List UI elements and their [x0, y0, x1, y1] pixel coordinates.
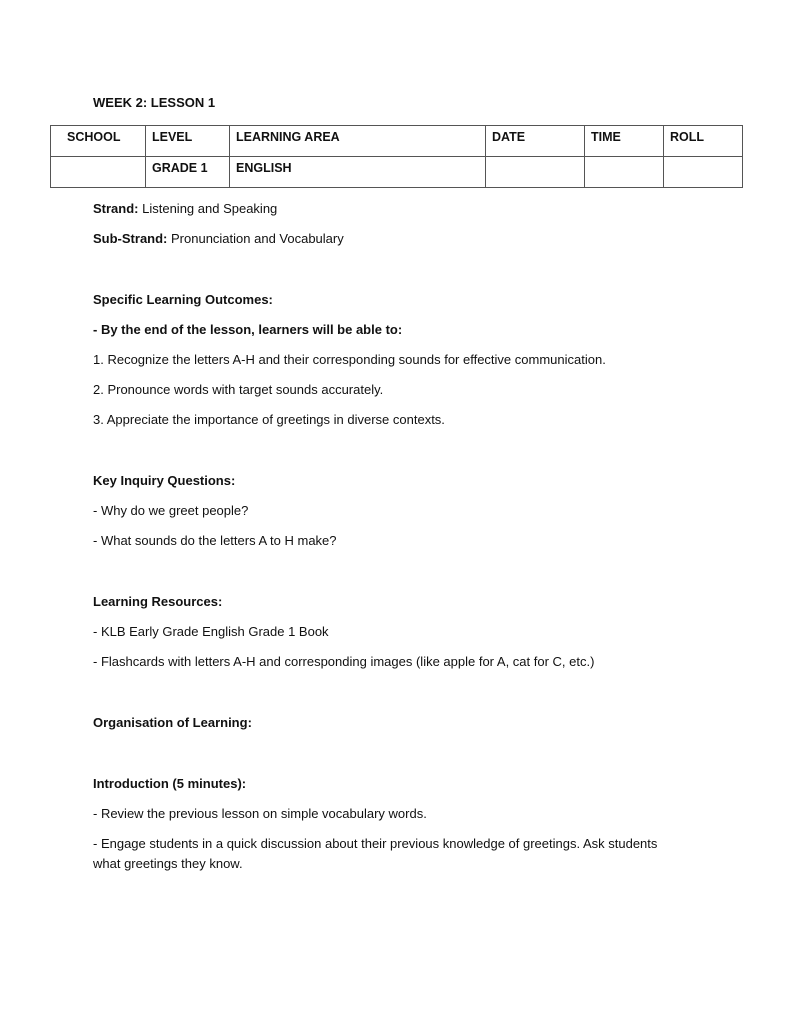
resources-heading: Learning Resources:	[93, 594, 223, 609]
inquiry-item: - Why do we greet people?	[93, 503, 249, 518]
introduction-item: - Review the previous lesson on simple vocabulary words.	[93, 806, 427, 821]
header-learning-area: LEARNING AREA	[230, 126, 486, 157]
outcomes-heading: Specific Learning Outcomes:	[93, 292, 273, 307]
table-row	[51, 157, 743, 188]
lesson-info-table	[50, 125, 743, 188]
cell-learning-area: ENGLISH	[230, 157, 486, 188]
lesson-content	[93, 199, 693, 874]
cell-level: GRADE 1	[146, 157, 230, 188]
cell-school	[51, 157, 146, 188]
inquiry-heading: Key Inquiry Questions:	[93, 473, 236, 488]
resource-item: - Flashcards with letters A-H and corresponding images (like apple for A, cat for C, etc.)	[93, 654, 595, 669]
header-roll: ROLL	[664, 126, 743, 157]
sub-strand-label: Sub-Strand:	[93, 231, 168, 246]
table-header-row	[51, 126, 743, 157]
header-date: DATE	[486, 126, 585, 157]
header-level: LEVEL	[146, 126, 230, 157]
header-school: SCHOOL	[51, 126, 146, 157]
sub-strand-value: Pronunciation and Vocabulary	[167, 231, 344, 246]
lesson-title: WEEK 2: LESSON 1	[93, 95, 216, 110]
introduction-item: - Engage students in a quick discussion about their previous knowledge of greetings. Ask students what greetings they know.	[93, 836, 658, 871]
organisation-heading: Organisation of Learning:	[93, 715, 252, 730]
cell-date	[486, 157, 585, 188]
strand-label: Strand:	[93, 201, 139, 216]
outcome-item: 2. Pronounce words with target sounds accurately.	[93, 382, 384, 397]
cell-roll	[664, 157, 743, 188]
resource-item: - KLB Early Grade English Grade 1 Book	[93, 624, 329, 639]
inquiry-item: - What sounds do the letters A to H make?	[93, 533, 337, 548]
sub-strand-line	[93, 229, 693, 249]
introduction-heading: Introduction (5 minutes):	[93, 776, 247, 791]
header-time: TIME	[585, 126, 664, 157]
outcomes-intro: - By the end of the lesson, learners will be able to:	[93, 322, 403, 337]
outcome-item: 1. Recognize the letters A-H and their corresponding sounds for effective communication.	[93, 352, 606, 367]
strand-value: Listening and Speaking	[138, 201, 278, 216]
strand-line	[93, 199, 693, 219]
cell-time	[585, 157, 664, 188]
outcome-item: 3. Appreciate the importance of greetings in diverse contexts.	[93, 412, 445, 427]
